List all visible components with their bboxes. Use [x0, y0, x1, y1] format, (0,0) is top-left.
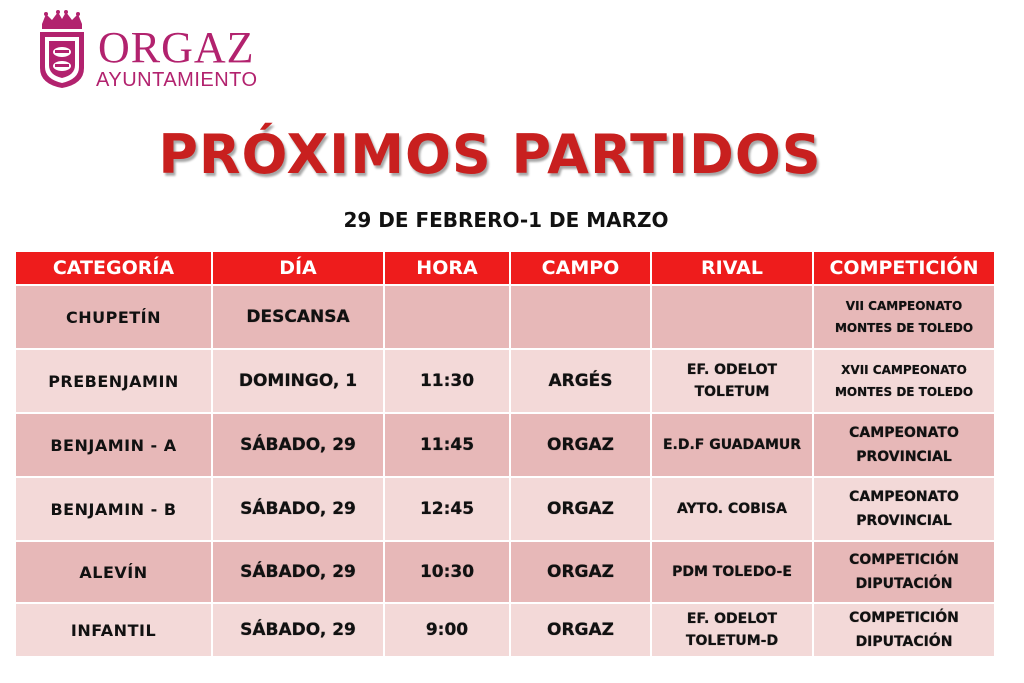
cell-competicion [813, 285, 995, 349]
brand-name: ORGAZ [98, 23, 255, 72]
competicion-line: DIPUTACIÓN [855, 576, 953, 592]
coat-of-arms-icon [34, 10, 90, 90]
competicion-line: VII CAMPEONATO [845, 299, 963, 313]
header-hora: HORA [384, 251, 510, 285]
rival-line: EF. ODELOT [686, 362, 778, 378]
competicion-line: PROVINCIAL [856, 513, 952, 529]
header-campo: CAMPO [510, 251, 651, 285]
cell-rival [651, 477, 813, 541]
cell-hora [384, 285, 510, 349]
competicion-line: PROVINCIAL [856, 449, 952, 465]
cell-dia: DOMINGO, 1 [212, 349, 384, 413]
competicion-line: DIPUTACIÓN [855, 634, 953, 650]
header-dia: DÍA [212, 251, 384, 285]
table-row [15, 541, 995, 603]
cell-hora: 10:30 [384, 541, 510, 603]
cell-categoria: BENJAMIN - A [15, 413, 212, 477]
cell-rival [651, 285, 813, 349]
table-row [15, 477, 995, 541]
cell-campo: ORGAZ [510, 477, 651, 541]
cell-categoria: ALEVÍN [15, 541, 212, 603]
date-range: 29 DE FEBRERO-1 DE MARZO [343, 208, 669, 232]
competicion-line: COMPETICIÓN [849, 610, 959, 626]
cell-competicion [813, 349, 995, 413]
cell-competicion [813, 413, 995, 477]
rival-line: EF. ODELOT [686, 611, 778, 627]
cell-competicion [813, 603, 995, 657]
competicion-line: MONTES DE TOLEDO [834, 385, 974, 399]
competicion-line: CAMPEONATO [849, 489, 959, 505]
cell-categoria: INFANTIL [15, 603, 212, 657]
cell-rival [651, 603, 813, 657]
cell-campo: ORGAZ [510, 603, 651, 657]
brand-subtitle: AYUNTAMIENTO [96, 69, 258, 91]
table-row [15, 413, 995, 477]
cell-rival [651, 349, 813, 413]
cell-categoria: BENJAMIN - B [15, 477, 212, 541]
table-header-row [15, 251, 995, 285]
cell-campo [510, 285, 651, 349]
cell-rival [651, 413, 813, 477]
cell-dia: SÁBADO, 29 [212, 541, 384, 603]
competicion-line: COMPETICIÓN [849, 552, 959, 568]
schedule-table [14, 250, 996, 658]
cell-dia: DESCANSA [212, 285, 384, 349]
rival-line: TOLETUM [694, 384, 770, 400]
cell-campo: ORGAZ [510, 413, 651, 477]
cell-dia: SÁBADO, 29 [212, 413, 384, 477]
header-competicion: COMPETICIÓN [813, 251, 995, 285]
cell-dia: SÁBADO, 29 [212, 477, 384, 541]
competicion-line: MONTES DE TOLEDO [834, 321, 974, 335]
cell-campo: ORGAZ [510, 541, 651, 603]
cell-hora: 9:00 [384, 603, 510, 657]
cell-dia: SÁBADO, 29 [212, 603, 384, 657]
cell-campo: ARGÉS [510, 349, 651, 413]
cell-hora: 12:45 [384, 477, 510, 541]
rival-line: E.D.F GUADAMUR [662, 437, 802, 453]
cell-hora: 11:45 [384, 413, 510, 477]
cell-competicion [813, 541, 995, 603]
table-row [15, 349, 995, 413]
table-row [15, 603, 995, 657]
page-title: PRÓXIMOS PARTIDOS [158, 123, 822, 186]
header-categoria: CATEGORÍA [15, 251, 212, 285]
competicion-line: XVII CAMPEONATO [841, 363, 967, 377]
rival-line: AYTO. COBISA [677, 501, 787, 517]
cell-categoria: CHUPETÍN [15, 285, 212, 349]
cell-categoria: PREBENJAMIN [15, 349, 212, 413]
rival-line: PDM TOLEDO-E [672, 564, 792, 580]
cell-competicion [813, 477, 995, 541]
table-row [15, 285, 995, 349]
rival-line: TOLETUM-D [685, 633, 779, 649]
header-rival: RIVAL [651, 251, 813, 285]
competicion-line: CAMPEONATO [849, 425, 959, 441]
cell-hora: 11:30 [384, 349, 510, 413]
cell-rival [651, 541, 813, 603]
logo [34, 10, 294, 90]
